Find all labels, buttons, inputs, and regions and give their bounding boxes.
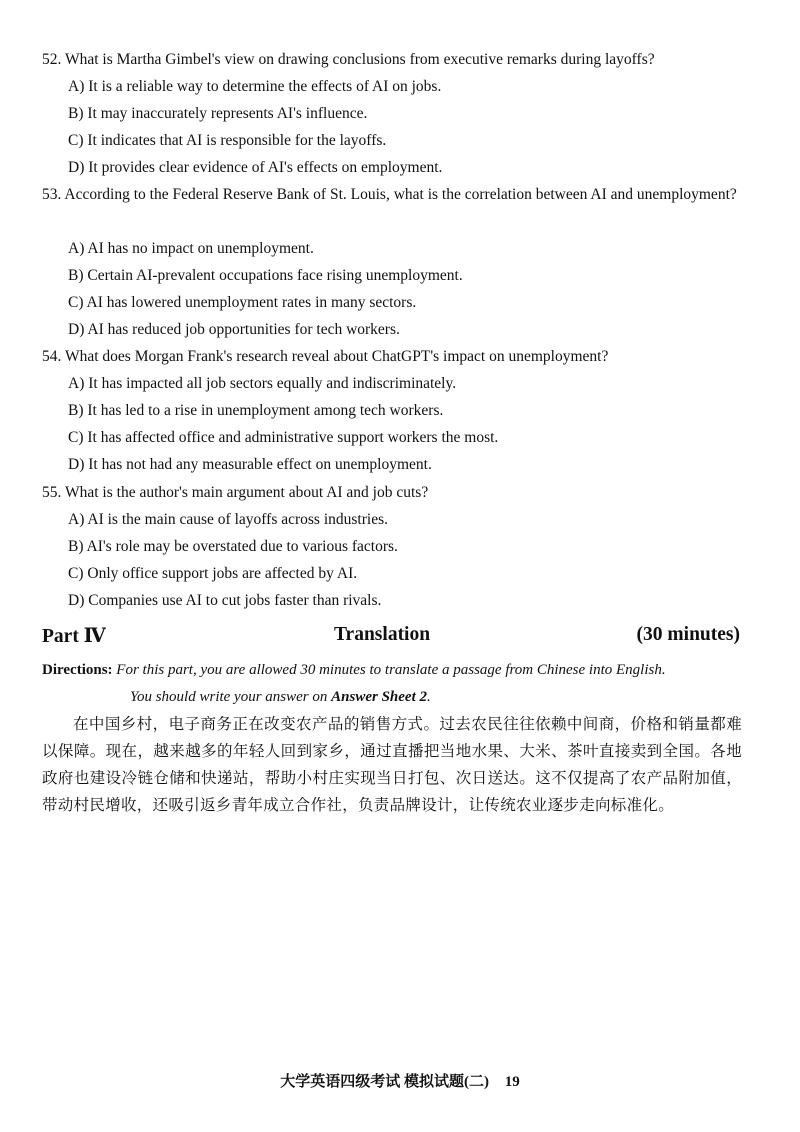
option-letter: D) — [68, 321, 85, 338]
question-number: 53. — [42, 186, 62, 203]
option-text: It indicates that AI is responsible for the layoffs. — [87, 132, 387, 149]
option-text: It provides clear evidence of AI's effects on employment. — [88, 159, 443, 176]
option-text: It is a reliable way to determine the effects of AI on jobs. — [88, 78, 442, 95]
option-letter: B) — [68, 105, 84, 122]
directions — [42, 657, 742, 684]
option-text: It has impacted all job sectors equally and indiscriminately. — [88, 375, 457, 392]
part-heading — [42, 624, 740, 654]
question-number: 54. — [42, 348, 62, 365]
option-52-c — [68, 127, 738, 154]
part-title: Translation — [334, 624, 431, 645]
option-letter: B) — [68, 402, 84, 419]
option-letter: B) — [68, 538, 84, 555]
option-55-a — [68, 506, 738, 533]
option-text: Certain AI-prevalent occupations face rising unemployment. — [87, 267, 463, 284]
directions-line-1: For this part, you are allowed 30 minutes to translate a passage from Chinese into English. — [116, 662, 666, 678]
option-letter: D) — [68, 159, 85, 176]
option-text: It may inaccurately represents AI's influence. — [87, 105, 368, 122]
option-text: It has affected office and administrative support workers the most. — [87, 429, 499, 446]
option-55-c — [68, 560, 738, 587]
option-text: Companies use AI to cut jobs faster than rivals. — [88, 592, 382, 609]
option-letter: C) — [68, 429, 84, 446]
option-52-d — [68, 154, 738, 181]
option-53-c — [68, 289, 738, 316]
answer-sheet-ref: Answer Sheet 2 — [331, 689, 427, 705]
option-letter: A) — [68, 78, 85, 95]
option-52-a — [68, 73, 738, 100]
option-letter: D) — [68, 456, 85, 473]
directions-line-2-post: . — [427, 689, 431, 705]
directions-line-2-pre: You should write your answer on — [130, 689, 332, 705]
option-54-d — [68, 451, 738, 478]
option-text: It has led to a rise in unemployment among tech workers. — [87, 402, 444, 419]
option-text: AI has no impact on unemployment. — [87, 240, 314, 257]
question-stem: What does Morgan Frank's research reveal about ChatGPT's impact on unemployment? — [64, 348, 609, 365]
option-55-b — [68, 533, 738, 560]
question-54 — [42, 343, 742, 370]
option-54-c — [68, 424, 738, 451]
option-54-b — [68, 397, 738, 424]
part-time: (30 minutes) — [636, 624, 740, 645]
option-letter: A) — [68, 240, 85, 257]
option-55-d — [68, 587, 738, 614]
option-53-a — [68, 235, 738, 262]
option-letter: C) — [68, 565, 84, 582]
question-stem: What is Martha Gimbel's view on drawing conclusions from executive remarks during layoffs? — [64, 51, 655, 68]
question-52 — [42, 46, 742, 73]
question-number: 55. — [42, 484, 62, 501]
part-label: Part Ⅳ — [42, 626, 106, 647]
page-footer — [0, 1070, 800, 1091]
option-letter: C) — [68, 132, 84, 149]
option-letter: D) — [68, 592, 85, 609]
option-54-a — [68, 370, 738, 397]
option-52-b — [68, 100, 738, 127]
question-stem: According to the Federal Reserve Bank of St. Louis, what is the correlation between AI and unemployment? — [64, 186, 737, 203]
question-stem: What is the author's main argument about AI and job cuts? — [64, 484, 429, 501]
option-letter: A) — [68, 375, 85, 392]
option-text: Only office support jobs are affected by AI. — [87, 565, 358, 582]
option-text: AI has lowered unemployment rates in many sectors. — [86, 294, 417, 311]
option-letter: C) — [68, 294, 84, 311]
option-letter: A) — [68, 511, 85, 528]
option-53-d — [68, 316, 738, 343]
footer-title: 大学英语四级考试 模拟试题(二) — [280, 1074, 489, 1090]
translation-passage: 在中国乡村，电子商务正在改变农产品的销售方式。过去农民往往依赖中间商，价格和销量都难以保障。现在，越来越多的年轻人回到家乡，通过直播把当地水果、大米、茶叶直接卖到全国。各地政府也建设冷链仓储和快递站，帮助小村庄实现当日打包、次日送达。这不仅提高了农产品附加值，带动村民增收，还吸引返乡青年成立合作社，负责品牌设计，让传统农业逐步走向标准化。 — [42, 715, 742, 814]
directions-label: Directions: — [42, 662, 113, 678]
option-53-b — [68, 262, 738, 289]
directions-line-2 — [130, 684, 740, 711]
question-55 — [42, 479, 742, 506]
question-53 — [42, 181, 742, 208]
option-text: AI's role may be overstated due to various factors. — [86, 538, 398, 555]
question-number: 52. — [42, 51, 62, 68]
option-text: AI is the main cause of layoffs across industries. — [87, 511, 388, 528]
option-text: It has not had any measurable effect on unemployment. — [88, 456, 432, 473]
option-letter: B) — [68, 267, 84, 284]
page-number: 19 — [504, 1074, 520, 1090]
option-text: AI has reduced job opportunities for tech workers. — [87, 321, 400, 338]
